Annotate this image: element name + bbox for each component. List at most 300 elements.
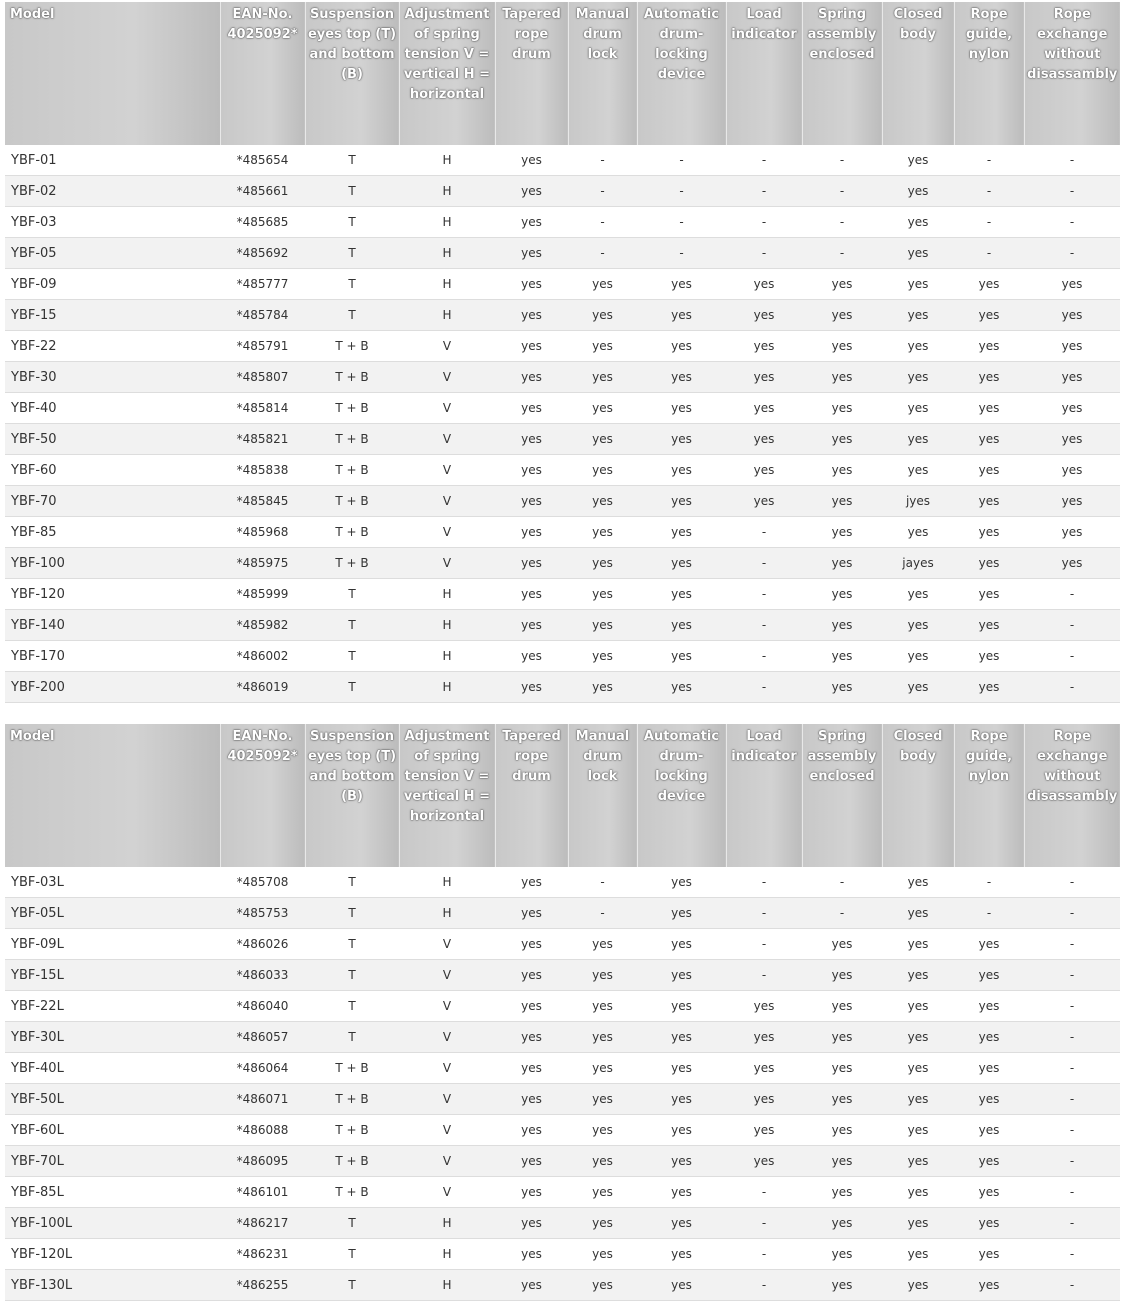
- table-cell: yes: [726, 1053, 802, 1084]
- table-cell: yes: [882, 610, 954, 641]
- table-cell: yes: [568, 1177, 637, 1208]
- table-cell: -: [568, 145, 637, 176]
- table-cell: yes: [882, 207, 954, 238]
- table-cell: yes: [882, 1084, 954, 1115]
- table-cell: T + B: [305, 548, 399, 579]
- table-cell: yes: [637, 867, 726, 898]
- table-cell: yes: [637, 455, 726, 486]
- table-cell: yes: [954, 929, 1024, 960]
- table-cell: yes: [882, 362, 954, 393]
- table-cell: V: [399, 1177, 495, 1208]
- table-cell: yes: [568, 672, 637, 703]
- table-cell: yes: [495, 145, 568, 176]
- table-cell: *485845: [220, 486, 305, 517]
- table-cell: yes: [954, 1022, 1024, 1053]
- table-row: [5, 238, 1120, 269]
- column-header: Automatic drum-locking device: [637, 2, 726, 145]
- table-cell: -: [726, 207, 802, 238]
- model-cell: YBF-40L: [5, 1053, 220, 1084]
- table-cell: yes: [802, 929, 882, 960]
- table-cell: yes: [882, 672, 954, 703]
- table-cell: -: [726, 1208, 802, 1239]
- table-cell: yes: [882, 1270, 954, 1301]
- column-header: Model: [5, 2, 220, 145]
- table-cell: yes: [1024, 393, 1120, 424]
- table-cell: yes: [726, 991, 802, 1022]
- model-cell: YBF-140: [5, 610, 220, 641]
- table-cell: yes: [954, 455, 1024, 486]
- table-cell: -: [1024, 1022, 1120, 1053]
- table-cell: *485661: [220, 176, 305, 207]
- table-cell: V: [399, 929, 495, 960]
- table-cell: yes: [954, 1146, 1024, 1177]
- table-cell: yes: [726, 1084, 802, 1115]
- table-cell: *486231: [220, 1239, 305, 1270]
- table-cell: yes: [1024, 300, 1120, 331]
- table-cell: V: [399, 1022, 495, 1053]
- table-cell: T: [305, 1208, 399, 1239]
- table-cell: yes: [495, 393, 568, 424]
- column-header: Load indicator: [726, 724, 802, 867]
- table-row: [5, 393, 1120, 424]
- table-cell: yes: [882, 991, 954, 1022]
- table-cell: -: [802, 176, 882, 207]
- table-cell: *486088: [220, 1115, 305, 1146]
- table-cell: yes: [495, 1270, 568, 1301]
- table-cell: H: [399, 1270, 495, 1301]
- table-cell: yes: [568, 300, 637, 331]
- table-cell: H: [399, 269, 495, 300]
- table-cell: yes: [568, 548, 637, 579]
- model-cell: YBF-100L: [5, 1208, 220, 1239]
- column-header: Tapered rope drum: [495, 2, 568, 145]
- table-cell: yes: [495, 176, 568, 207]
- spring-balancer-table-l-series: [5, 724, 1120, 1301]
- table-cell: yes: [637, 269, 726, 300]
- table-cell: *485999: [220, 579, 305, 610]
- table-cell: *486002: [220, 641, 305, 672]
- table-cell: yes: [637, 1208, 726, 1239]
- table-cell: -: [1024, 641, 1120, 672]
- table-cell: yes: [882, 1053, 954, 1084]
- table-row: [5, 991, 1120, 1022]
- table-cell: T: [305, 1239, 399, 1270]
- table-cell: T: [305, 300, 399, 331]
- table-row: [5, 455, 1120, 486]
- table-cell: H: [399, 207, 495, 238]
- table-cell: T + B: [305, 1084, 399, 1115]
- table-cell: yes: [882, 1022, 954, 1053]
- table-cell: yes: [568, 455, 637, 486]
- table-cell: *485692: [220, 238, 305, 269]
- table-cell: yes: [882, 960, 954, 991]
- table-cell: yes: [802, 362, 882, 393]
- table-cell: yes: [954, 424, 1024, 455]
- table-cell: V: [399, 486, 495, 517]
- table-cell: *485821: [220, 424, 305, 455]
- table-cell: yes: [568, 393, 637, 424]
- model-cell: YBF-03: [5, 207, 220, 238]
- table-cell: T: [305, 145, 399, 176]
- table-row: [5, 1053, 1120, 1084]
- model-cell: YBF-09L: [5, 929, 220, 960]
- table-cell: T: [305, 269, 399, 300]
- table-cell: yes: [568, 991, 637, 1022]
- table-cell: yes: [637, 641, 726, 672]
- table-cell: T: [305, 641, 399, 672]
- table-cell: yes: [726, 1022, 802, 1053]
- table-cell: yes: [954, 1208, 1024, 1239]
- table-cell: yes: [954, 1239, 1024, 1270]
- table-cell: yes: [1024, 269, 1120, 300]
- model-cell: YBF-22: [5, 331, 220, 362]
- table-cell: *485982: [220, 610, 305, 641]
- model-cell: YBF-40: [5, 393, 220, 424]
- table-cell: *486217: [220, 1208, 305, 1239]
- model-cell: YBF-01: [5, 145, 220, 176]
- table-row: [5, 1022, 1120, 1053]
- model-cell: YBF-30: [5, 362, 220, 393]
- table-cell: yes: [954, 1053, 1024, 1084]
- table-cell: *486071: [220, 1084, 305, 1115]
- table-cell: H: [399, 238, 495, 269]
- table-cell: *485968: [220, 517, 305, 548]
- model-cell: YBF-05L: [5, 898, 220, 929]
- column-header: Manual drum lock: [568, 724, 637, 867]
- table-cell: yes: [495, 455, 568, 486]
- model-cell: YBF-05: [5, 238, 220, 269]
- table-cell: yes: [637, 898, 726, 929]
- table-cell: -: [802, 145, 882, 176]
- table-cell: -: [637, 145, 726, 176]
- model-cell: YBF-70: [5, 486, 220, 517]
- table-cell: yes: [1024, 548, 1120, 579]
- table-cell: -: [726, 1270, 802, 1301]
- table-cell: yes: [802, 1239, 882, 1270]
- table-cell: yes: [802, 960, 882, 991]
- table-cell: yes: [495, 1239, 568, 1270]
- table-cell: yes: [802, 331, 882, 362]
- table-cell: *485975: [220, 548, 305, 579]
- table-cell: T + B: [305, 362, 399, 393]
- table-cell: -: [1024, 207, 1120, 238]
- table-cell: yes: [637, 672, 726, 703]
- table-cell: V: [399, 331, 495, 362]
- model-cell: YBF-85: [5, 517, 220, 548]
- table-cell: -: [726, 672, 802, 703]
- table-cell: yes: [568, 641, 637, 672]
- table-cell: yes: [954, 269, 1024, 300]
- table-cell: yes: [726, 1115, 802, 1146]
- table-row: [5, 517, 1120, 548]
- model-cell: YBF-200: [5, 672, 220, 703]
- column-header: Suspension eyes top (T) and bottom (B): [305, 2, 399, 145]
- table-cell: yes: [882, 898, 954, 929]
- table-cell: T + B: [305, 393, 399, 424]
- table-cell: yes: [495, 548, 568, 579]
- table-cell: yes: [495, 331, 568, 362]
- table-cell: *485685: [220, 207, 305, 238]
- model-cell: YBF-120L: [5, 1239, 220, 1270]
- table-cell: H: [399, 145, 495, 176]
- table-cell: yes: [802, 424, 882, 455]
- table-cell: T: [305, 929, 399, 960]
- table-cell: yes: [495, 269, 568, 300]
- table-cell: -: [1024, 1084, 1120, 1115]
- table-cell: yes: [726, 300, 802, 331]
- table-cell: -: [568, 176, 637, 207]
- table-cell: yes: [802, 991, 882, 1022]
- table-cell: T: [305, 1022, 399, 1053]
- table-cell: yes: [568, 1115, 637, 1146]
- table-cell: T + B: [305, 486, 399, 517]
- table-cell: T: [305, 1270, 399, 1301]
- table-cell: yes: [495, 672, 568, 703]
- table-cell: yes: [882, 1208, 954, 1239]
- table-cell: yes: [568, 486, 637, 517]
- table-cell: yes: [568, 1053, 637, 1084]
- table-cell: -: [637, 238, 726, 269]
- column-header: Load indicator: [726, 2, 802, 145]
- table-cell: yes: [637, 300, 726, 331]
- table-row: [5, 145, 1120, 176]
- table-cell: yes: [495, 207, 568, 238]
- table-cell: yes: [568, 517, 637, 548]
- table-cell: yes: [637, 610, 726, 641]
- table-cell: yes: [882, 929, 954, 960]
- table-cell: H: [399, 867, 495, 898]
- table-cell: -: [568, 207, 637, 238]
- table-cell: *485838: [220, 455, 305, 486]
- table-cell: yes: [495, 867, 568, 898]
- table-row: [5, 300, 1120, 331]
- table-cell: -: [726, 610, 802, 641]
- table-cell: yes: [882, 867, 954, 898]
- table-cell: H: [399, 1208, 495, 1239]
- table-cell: -: [1024, 960, 1120, 991]
- table-cell: yes: [637, 1084, 726, 1115]
- table-cell: yes: [637, 991, 726, 1022]
- table-cell: -: [726, 238, 802, 269]
- table-cell: yes: [802, 1177, 882, 1208]
- column-header: Model: [5, 724, 220, 867]
- column-header: Rope guide, nylon: [954, 724, 1024, 867]
- table-cell: yes: [954, 1270, 1024, 1301]
- table-cell: yes: [568, 424, 637, 455]
- table-cell: T + B: [305, 517, 399, 548]
- table-cell: *486255: [220, 1270, 305, 1301]
- table-row: [5, 1239, 1120, 1270]
- table-cell: *486019: [220, 672, 305, 703]
- table-cell: yes: [637, 393, 726, 424]
- table-cell: yes: [568, 362, 637, 393]
- table-cell: -: [568, 898, 637, 929]
- table-cell: T: [305, 579, 399, 610]
- table-cell: yes: [568, 1239, 637, 1270]
- table-cell: -: [726, 579, 802, 610]
- table-cell: yes: [637, 331, 726, 362]
- table-cell: yes: [637, 1053, 726, 1084]
- table-cell: *485807: [220, 362, 305, 393]
- table-cell: V: [399, 1146, 495, 1177]
- table-cell: yes: [637, 1022, 726, 1053]
- table-cell: yes: [1024, 424, 1120, 455]
- table-cell: -: [1024, 1270, 1120, 1301]
- column-header: Adjustment of spring tension V = vertical H = horizontal: [399, 724, 495, 867]
- table-cell: yes: [882, 1146, 954, 1177]
- table-cell: yes: [495, 300, 568, 331]
- table-cell: *486095: [220, 1146, 305, 1177]
- table-cell: yes: [637, 486, 726, 517]
- table-cell: -: [1024, 238, 1120, 269]
- model-cell: YBF-85L: [5, 1177, 220, 1208]
- table-cell: -: [726, 929, 802, 960]
- table-cell: T: [305, 960, 399, 991]
- table-cell: yes: [495, 1053, 568, 1084]
- table-cell: yes: [882, 1239, 954, 1270]
- table-cell: T + B: [305, 1146, 399, 1177]
- table-row: [5, 898, 1120, 929]
- table-cell: T + B: [305, 1053, 399, 1084]
- table-cell: yes: [568, 1084, 637, 1115]
- table-cell: yes: [802, 579, 882, 610]
- table-cell: yes: [882, 424, 954, 455]
- table-cell: -: [726, 867, 802, 898]
- table-cell: yes: [882, 331, 954, 362]
- table-cell: V: [399, 1084, 495, 1115]
- table-cell: yes: [568, 579, 637, 610]
- table-row: [5, 1270, 1120, 1301]
- table-cell: T: [305, 610, 399, 641]
- table-cell: yes: [726, 269, 802, 300]
- table-cell: *486040: [220, 991, 305, 1022]
- table-cell: H: [399, 300, 495, 331]
- table-cell: yes: [882, 1177, 954, 1208]
- table-cell: yes: [495, 1146, 568, 1177]
- model-cell: YBF-70L: [5, 1146, 220, 1177]
- table-cell: yes: [568, 1022, 637, 1053]
- column-header: Rope exchange without disassambly: [1024, 2, 1120, 145]
- table-cell: H: [399, 641, 495, 672]
- table-cell: yes: [495, 486, 568, 517]
- table-row: [5, 1208, 1120, 1239]
- table-cell: yes: [802, 1084, 882, 1115]
- table-cell: yes: [882, 579, 954, 610]
- table-cell: yes: [568, 1146, 637, 1177]
- table-cell: yes: [802, 1146, 882, 1177]
- table-row: [5, 672, 1120, 703]
- table-cell: yes: [637, 548, 726, 579]
- table-cell: -: [1024, 1053, 1120, 1084]
- table-cell: *485784: [220, 300, 305, 331]
- model-cell: YBF-22L: [5, 991, 220, 1022]
- table-cell: yes: [802, 517, 882, 548]
- column-header: Manual drum lock: [568, 2, 637, 145]
- table-cell: yes: [954, 517, 1024, 548]
- table-row: [5, 486, 1120, 517]
- model-cell: YBF-50L: [5, 1084, 220, 1115]
- table-cell: yes: [1024, 331, 1120, 362]
- table-row: [5, 579, 1120, 610]
- table-cell: yes: [802, 641, 882, 672]
- table-cell: V: [399, 362, 495, 393]
- table-cell: yes: [1024, 455, 1120, 486]
- table-cell: *485791: [220, 331, 305, 362]
- column-header: Spring assembly enclosed: [802, 2, 882, 145]
- table-row: [5, 610, 1120, 641]
- model-cell: YBF-15: [5, 300, 220, 331]
- model-cell: YBF-60: [5, 455, 220, 486]
- table-cell: yes: [882, 641, 954, 672]
- table-cell: yes: [882, 455, 954, 486]
- table-cell: yes: [954, 300, 1024, 331]
- table-cell: H: [399, 176, 495, 207]
- table-cell: -: [954, 898, 1024, 929]
- model-cell: YBF-15L: [5, 960, 220, 991]
- table-cell: -: [954, 867, 1024, 898]
- table-row: [5, 1177, 1120, 1208]
- table-cell: -: [726, 1177, 802, 1208]
- table-row: [5, 548, 1120, 579]
- table-cell: yes: [954, 672, 1024, 703]
- table-cell: -: [802, 867, 882, 898]
- table-header-row: [5, 2, 1120, 145]
- table-cell: -: [726, 145, 802, 176]
- model-cell: YBF-170: [5, 641, 220, 672]
- table-cell: -: [726, 176, 802, 207]
- table-cell: jayes: [882, 548, 954, 579]
- table-header-row: [5, 724, 1120, 867]
- table-cell: yes: [495, 991, 568, 1022]
- table-cell: yes: [637, 517, 726, 548]
- table-row: [5, 207, 1120, 238]
- table-cell: -: [802, 238, 882, 269]
- table-cell: yes: [495, 960, 568, 991]
- spring-balancer-table-standard: [5, 2, 1120, 703]
- table-cell: yes: [954, 1177, 1024, 1208]
- table-cell: yes: [495, 579, 568, 610]
- table-cell: T: [305, 207, 399, 238]
- table-cell: yes: [1024, 517, 1120, 548]
- table-cell: -: [1024, 1146, 1120, 1177]
- table-cell: yes: [495, 424, 568, 455]
- table-cell: yes: [802, 1053, 882, 1084]
- table-cell: *485708: [220, 867, 305, 898]
- table-cell: V: [399, 455, 495, 486]
- table-cell: yes: [954, 641, 1024, 672]
- table-cell: yes: [495, 641, 568, 672]
- table-cell: yes: [568, 960, 637, 991]
- table-cell: *485777: [220, 269, 305, 300]
- table-cell: yes: [802, 300, 882, 331]
- table-row: [5, 960, 1120, 991]
- table-cell: -: [1024, 898, 1120, 929]
- table-cell: yes: [568, 929, 637, 960]
- table-cell: -: [1024, 929, 1120, 960]
- table-cell: -: [726, 548, 802, 579]
- table-cell: yes: [726, 1146, 802, 1177]
- table-cell: yes: [802, 1022, 882, 1053]
- table-cell: yes: [882, 393, 954, 424]
- table-cell: yes: [495, 610, 568, 641]
- table-cell: H: [399, 672, 495, 703]
- table-cell: V: [399, 1115, 495, 1146]
- table-cell: yes: [568, 610, 637, 641]
- table-cell: H: [399, 579, 495, 610]
- table-cell: yes: [726, 424, 802, 455]
- table-cell: yes: [637, 579, 726, 610]
- table-cell: V: [399, 960, 495, 991]
